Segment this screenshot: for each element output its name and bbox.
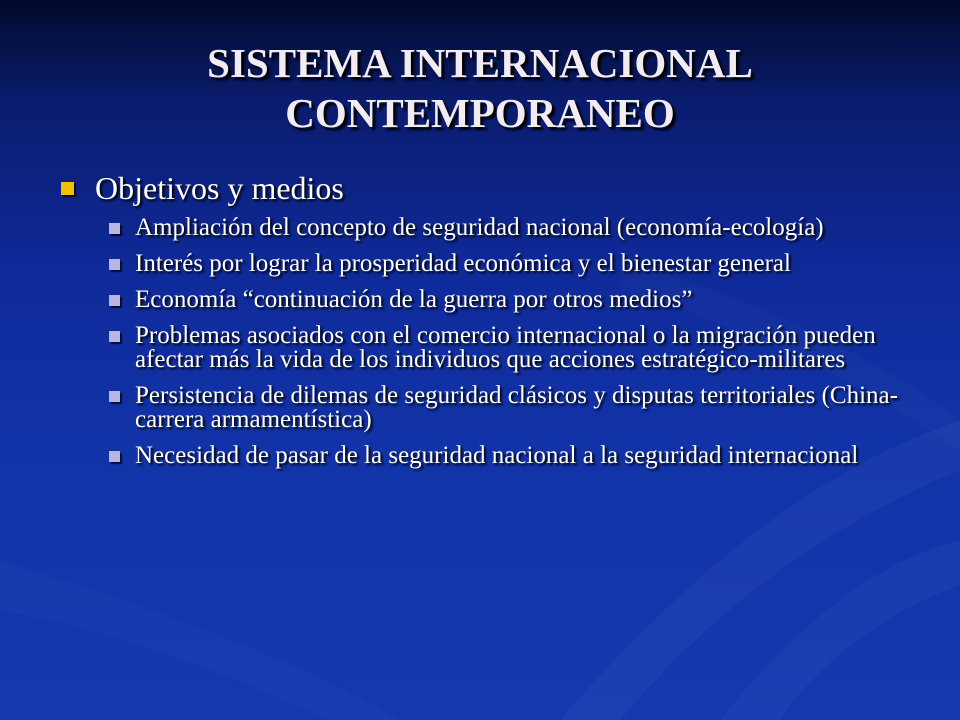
main-bullet-item <box>58 170 898 206</box>
sub-bullet-item <box>106 384 905 432</box>
sub-bullet-text: Interés por lograr la prosperidad económica y el bienestar general <box>135 250 791 277</box>
square-bullet-icon <box>109 295 120 306</box>
square-bullet-icon <box>109 391 120 402</box>
sub-bullet-item <box>106 444 905 468</box>
main-bullet-text: Objetivos y medios <box>95 170 344 206</box>
title-line-1: SISTEMA INTERNACIONAL <box>207 40 753 86</box>
square-bullet-icon <box>109 331 120 342</box>
sub-bullet-text: Persistencia de dilemas de seguridad clásicos y disputas territoriales (China- carrera armamentística) <box>135 382 898 433</box>
sub-bullet-item <box>106 288 905 312</box>
sub-bullet-item <box>106 324 905 372</box>
slide-title <box>60 38 900 138</box>
sub-bullet-text: Problemas asociados con el comercio internacional o la migración pueden afectar más la vida de los individuos que acciones estratégico-militares <box>135 322 876 373</box>
square-bullet-icon <box>109 223 120 234</box>
sub-bullet-item <box>106 216 905 240</box>
square-bullet-icon <box>109 259 120 270</box>
sub-bullet-list <box>106 216 898 468</box>
sub-bullet-item <box>106 252 905 276</box>
slide-body <box>58 170 898 480</box>
sub-bullet-text: Ampliación del concepto de seguridad nacional (economía-ecología) <box>135 214 824 241</box>
sub-bullet-text: Economía “continuación de la guerra por otros medios” <box>135 286 693 313</box>
square-bullet-icon <box>61 182 74 195</box>
sub-bullet-text: Necesidad de pasar de la seguridad nacional a la seguridad internacional <box>135 442 859 469</box>
square-bullet-icon <box>109 451 120 462</box>
title-line-2: CONTEMPORANEO <box>285 90 675 136</box>
